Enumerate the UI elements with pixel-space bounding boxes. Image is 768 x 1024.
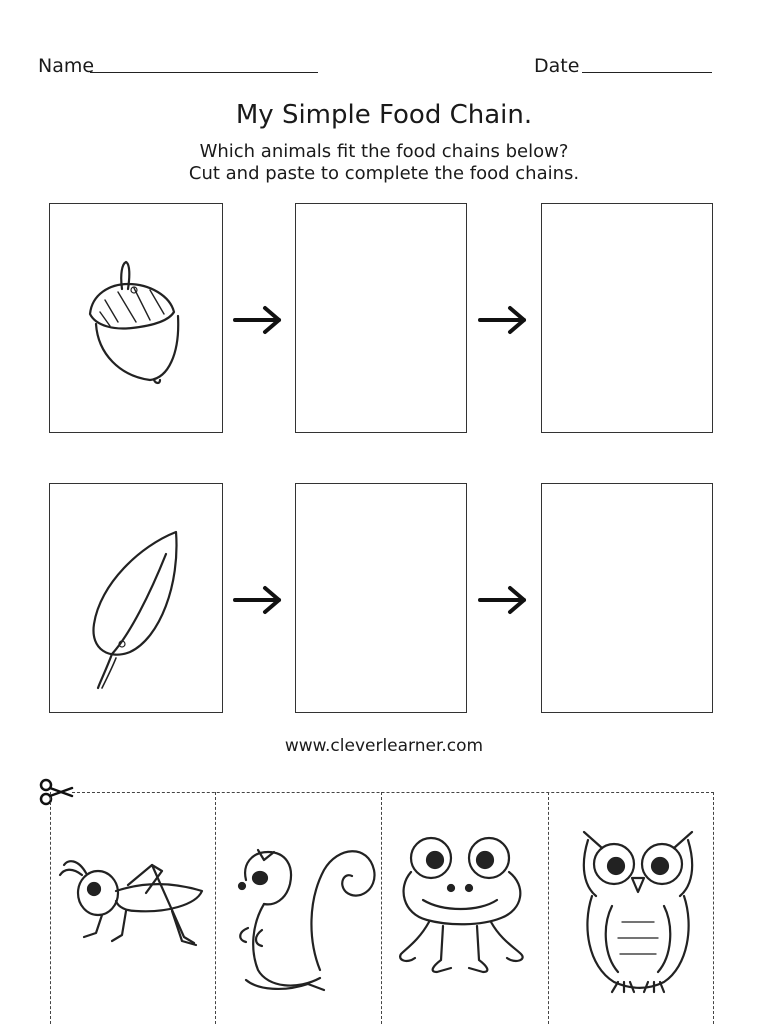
chain2-box-3[interactable] — [541, 483, 713, 713]
instructions-line-2: Cut and paste to complete the food chains. — [188, 163, 580, 184]
arrow-icon — [477, 305, 529, 335]
frog-icon[interactable] — [393, 830, 543, 995]
acorn-icon — [50, 204, 224, 434]
cut-line-top — [72, 792, 714, 793]
chain1-box-2[interactable] — [295, 203, 467, 433]
date-label: Date — [534, 55, 580, 77]
cut-line-divider — [215, 792, 216, 1024]
arrow-icon — [232, 585, 284, 615]
cut-line-left — [50, 792, 51, 1024]
chain2-box-1 — [49, 483, 223, 713]
name-label: Name — [38, 55, 95, 77]
grasshopper-icon[interactable] — [56, 845, 211, 955]
date-line[interactable] — [582, 72, 712, 73]
arrow-icon — [232, 305, 284, 335]
squirrel-icon[interactable] — [228, 830, 378, 995]
chain1-box-1 — [49, 203, 223, 433]
scissors-icon — [38, 778, 74, 806]
page-title: My Simple Food Chain. — [235, 100, 533, 130]
arrow-icon — [477, 585, 529, 615]
website-url: www.cleverlearner.com — [284, 736, 484, 756]
cut-line-divider — [548, 792, 549, 1024]
chain1-box-3[interactable] — [541, 203, 713, 433]
leaf-icon — [50, 484, 224, 714]
cut-line-divider — [381, 792, 382, 1024]
name-line[interactable] — [90, 72, 318, 73]
instructions-line-1: Which animals fit the food chains below? — [199, 141, 569, 162]
owl-icon[interactable] — [578, 826, 698, 996]
cut-line-right — [713, 792, 714, 1024]
chain2-box-2[interactable] — [295, 483, 467, 713]
